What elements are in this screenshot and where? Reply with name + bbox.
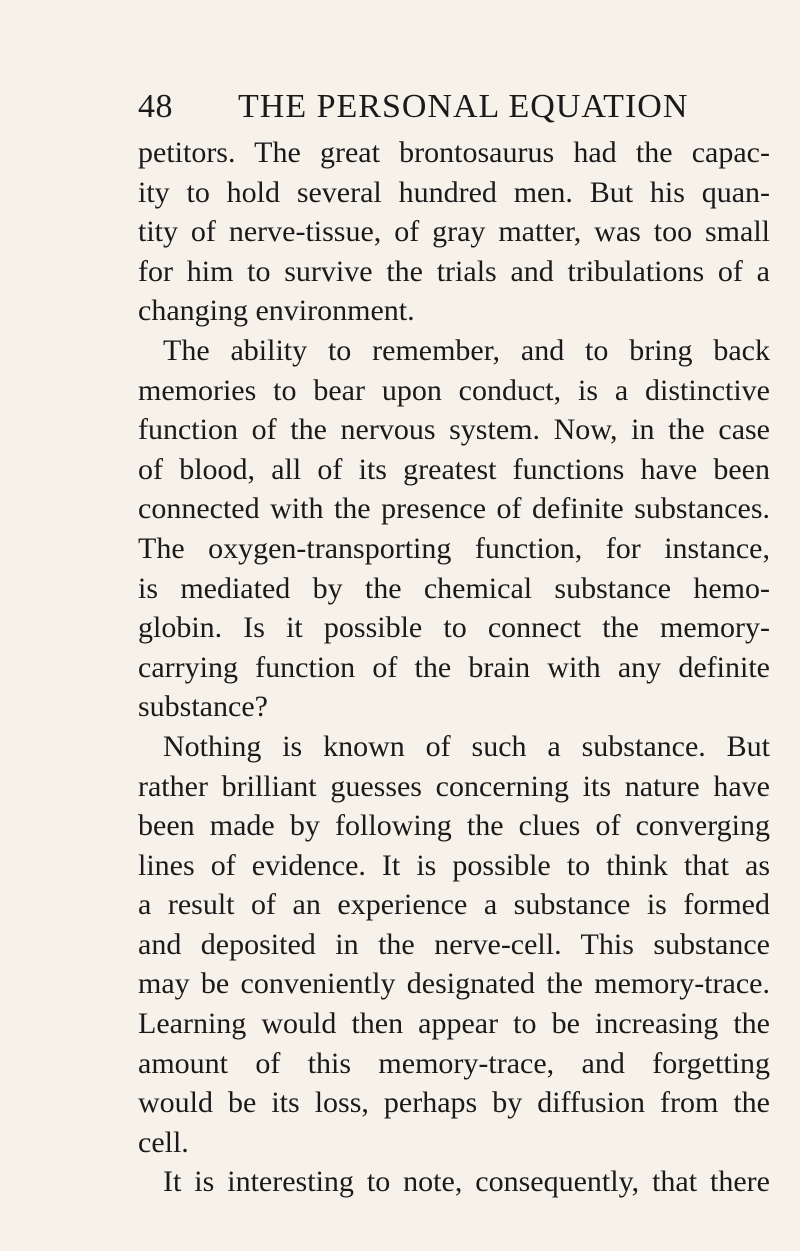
text-line: Nothing is known of such a substance. But (163, 729, 770, 763)
text-line: Learning would then appear to be increasing the (138, 1007, 770, 1041)
text-line: globin. Is it possible to connect the memory- (138, 611, 770, 645)
text-line: and deposited in the nerve-cell. This substance (138, 927, 770, 961)
running-head: THE PERSONAL EQUATION (238, 88, 689, 125)
text-line: rather brilliant guesses concerning its nature have (138, 769, 770, 803)
text-line: It is interesting to note, consequently, that there (163, 1165, 770, 1199)
text-line: is mediated by the chemical substance hemo- (138, 571, 770, 605)
page-number: 48 (138, 88, 173, 125)
text-line: a result of an experience a substance is formed (138, 888, 770, 922)
text-line: memories to bear upon conduct, is a distinctive (138, 373, 770, 407)
body-text (138, 133, 770, 1202)
text-line: The ability to remember, and to bring back (163, 333, 770, 367)
text-line: ity to hold several hundred men. But his quan- (138, 175, 770, 209)
text-line: changing environment. (138, 294, 415, 328)
text-line: tity of nerve-tissue, of gray matter, was too small (138, 215, 770, 249)
text-line: been made by following the clues of converging (138, 809, 770, 843)
text-line: lines of evidence. It is possible to think that as (138, 848, 770, 882)
page-header (138, 88, 738, 134)
text-line: of blood, all of its greatest functions have been (138, 452, 770, 486)
text-line: petitors. The great brontosaurus had the capac- (138, 136, 770, 169)
text-line: carrying function of the brain with any definite (138, 650, 770, 684)
text-line: for him to survive the trials and tribulations of a (138, 254, 770, 288)
text-line: would be its loss, perhaps by diffusion from the (138, 1086, 770, 1120)
text-line: The oxygen-transporting function, for instance, (138, 531, 770, 565)
text-line: connected with the presence of definite substances. (138, 492, 770, 526)
text-line: substance? (138, 690, 268, 724)
text-line: amount of this memory-trace, and forgetting (138, 1046, 770, 1080)
text-line: function of the nervous system. Now, in the case (138, 413, 770, 447)
text-line: cell. (138, 1125, 189, 1159)
text-line: may be conveniently designated the memory-trace. (138, 967, 770, 1001)
